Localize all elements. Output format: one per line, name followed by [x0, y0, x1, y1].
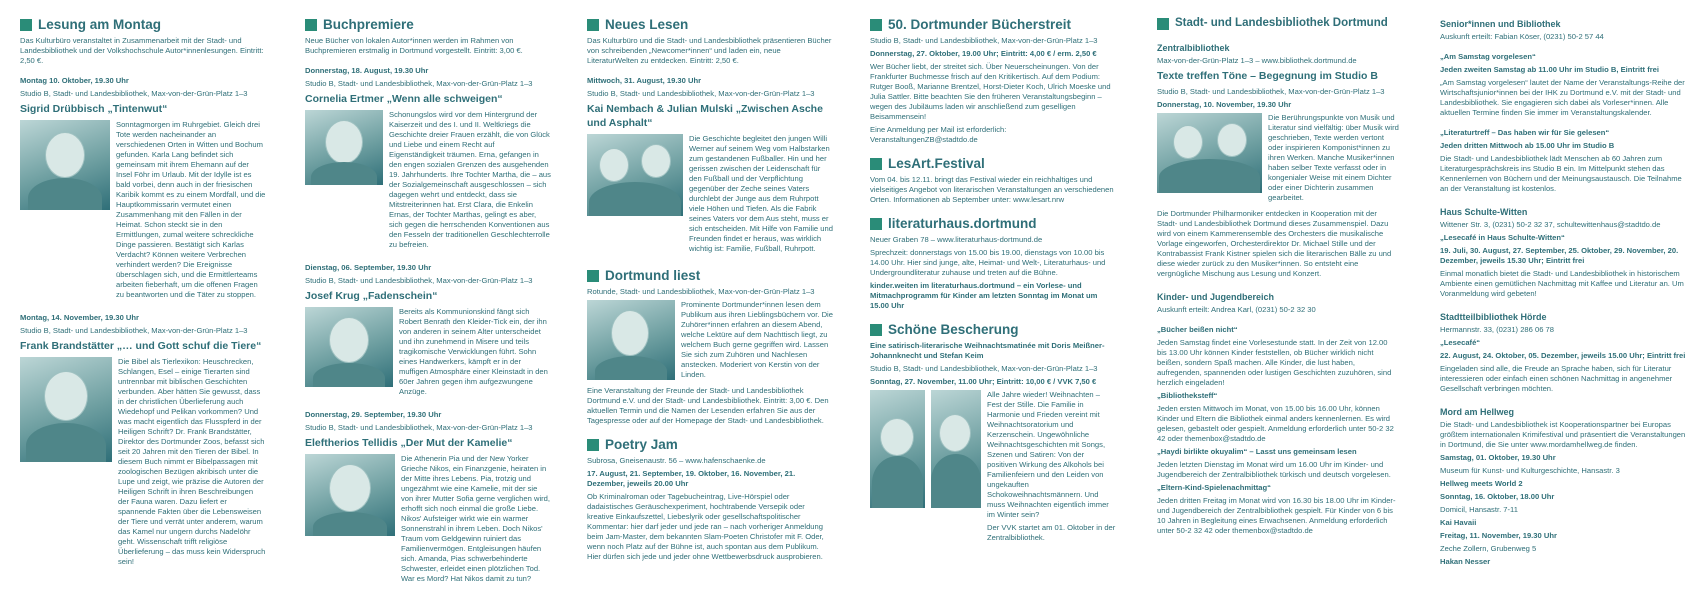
event-place: Studio B, Stadt- und Landesbibliothek, Max-von-der-Grün-Platz 1–3	[305, 275, 533, 285]
event-description: Wer Bücher liebt, der streitet sich. Über Neuerscheinungen. Von der Frankfurter Buchmesse frisch auf den Kritikertisch. Auf dem Podium: Rutger Booß, Marianne Brentzel, Horst-Dieter Koch, Ulrich Moeske und Julia Sattler. Bitte beachten Sie den früheren Veranstaltungsbeginn – wegen des Jubiläums laden wir anschließend zum geselligen Beisammensein!	[870, 61, 1111, 121]
event-title: Kai Havaii	[1440, 518, 1477, 528]
event-title: Hakan Nesser	[1440, 557, 1491, 567]
event-title: „Am Samstag vorgelesen“	[1440, 51, 1536, 61]
event-figure	[305, 110, 551, 253]
event-figure	[20, 120, 266, 303]
event-date: Samstag, 01. Oktober, 19.30 Uhr	[1440, 452, 1556, 462]
event-title: „Eltern-Kind-Spielenachmittag“	[1157, 483, 1271, 493]
square-bullet-icon	[870, 19, 882, 31]
event-place: Neuer Graben 78 – www.literaturhaus-dortmund.de	[870, 234, 1043, 244]
event-date: Jeden dritten Mittwoch ab 15.00 Uhr im Studio B	[1440, 141, 1615, 150]
event-description: Die Athenerin Pia und der New Yorker Grieche Nikos, ein Finanzgenie, heiraten in der Mitte ihres Lebens. Pia, trotzig und ungezähmt wie eine Kamelie, mit der sie von ihrer Mutter Sofia gerne verglichen wird, erhofft sich noch einmal die große Liebe. Nikos' Aufsteiger wirkt wie ein warmer Sonnenstrahl in ihrem Leben. Doch Nikos' Traum vom Geldgewinn ruiniert das Familienvermögen. Entgleisungen häufen sich. Amanda, Pias schwerbehinderte Schwester, erleidet einen plötzlichen Tod. War es Mord? Hat Nikos damit zu tun?	[401, 453, 550, 584]
event-description: Eingeladen sind alle, die Freude an Sprache haben, sich für Literatur interessieren oder einfach einen schönen Nachmittag in angenehmer Gesellschaft verbringen möchten.	[1440, 363, 1673, 394]
event-title: „Bibliotheksteff“	[1157, 391, 1218, 401]
event-date: Sonntag, 27. November, 11.00 Uhr; Eintritt: 10,00 € / VVK 7,50 €	[870, 376, 1097, 386]
event-figure	[305, 307, 551, 400]
square-bullet-icon	[870, 324, 882, 336]
event-note: Eine Anmeldung per Mail ist erforderlich: VeranstaltungenZB@stadtdo.de	[870, 124, 1007, 144]
subsection-title: Stadtteilbibliothek Hörde	[1440, 312, 1547, 323]
section-title: Poetry Jam	[605, 436, 678, 452]
section-title: Buchpremiere	[323, 17, 414, 32]
section-heading	[587, 436, 833, 454]
event-description: Prominente Dortmunder*innen lesen dem Publikum aus ihren Lieblingsbüchern vor. Die Zuhörer*innen erfahren an diesem Abend, welche Lektüre auf dem Nachttisch liegt, zu welchem Buch gerne gegriffen wird. Lassen Sie sich zum Zuhören und Nachlesen anstecken. Moderiert von Kerstin von der Linden.	[681, 299, 833, 379]
event-title: „Lesecafé“	[1440, 337, 1481, 347]
event-description: Die Bibel als Tierlexikon: Heuschrecken, Schlangen, Esel – einige Tierarten sind untrennbar mit biblischen Geschichten verbunden. Aber hätten Sie gewusst, dass in der christlichen Überlieferung auch Wiedehopf und Pelikan vorkommen? Und was macht eigentlich das Flusspferd in der Heiligen Schrift? Dr. Frank Brandstätter, Direktor des Dortmunder Zoos, befasst sich seit 20 Jahren mit den Tieren der Bibel. In diesem Buch nimmt er Bibelpassagen mit zoologischen Bezügen akribisch unter die Lupe und zeigt, wie präzise die Autoren der Heiligen Schrift in ihren Beschreibungen der Fauna waren. Dazu liefert er spannende Fakten über die Lebensweisen der Tiere und verrät unter anderem, warum das Kamel nur ungern durchs Nadelöhr geht. Wissenschaft trifft religiöse Überlieferung – das muss kein Widerspruch sein!	[118, 356, 266, 567]
event-date: Donnerstag, 18. August, 19.30 Uhr	[305, 65, 429, 75]
event-figure	[305, 454, 551, 587]
event-figure	[20, 357, 266, 570]
column-senioren	[1440, 16, 1690, 591]
event-place: Studio B, Stadt- und Landesbibliothek, Max-von-der-Grün-Platz 1–3	[870, 35, 1098, 45]
event-subtitle: Eine satirisch-literarische Weihnachtsmatinée mit Doris Meißner-Johannknecht und Stefan Keim	[870, 340, 1105, 360]
event-author-title: Josef Krug „Fadenschein“	[305, 289, 438, 302]
event-description: Die Berührungspunkte von Musik und Literatur sind vielfältig: über Musik wird geschrieben, Texte werden vertont oder inspirieren Komponist*innen zu ihren Werken. Manche Musiker*innen haben selber Texte verfasst oder in kongenialer Weise mit einem Dichter oder einer Dichterin zusammen gearbeitet.	[1268, 112, 1399, 203]
event-title: „Haydi birlikte okuyalim“ – Lasst uns gemeinsam lesen	[1157, 447, 1357, 457]
author-photo	[587, 134, 683, 216]
event-description: Jeden dritten Freitag im Monat wird von 16.30 bis 18.00 Uhr im Kinder- und Jugendbereich der Zentralbibliothek gespielt. Für Kinder von 6 bis 10 Jahren in Begleitung eines Erwachsenen. Anmeldung erforderlich unter 50-2 32 42 oder themenbox@stadtdo.de	[1157, 496, 1396, 536]
event-description: Jeden ersten Mittwoch im Monat, von 15.00 bis 16.00 Uhr, können Kinder und Eltern die Bibliothek einmal anders kennenlernen. Es wird gelesen, gebastelt oder gespielt. Anmeldung erforderlich unter 50-2 32 42 oder themenbox@stadtdo.de	[1157, 404, 1394, 444]
event-description: Jeden Samstag findet eine Vorlesestunde statt. In der Zeit von 12.00 bis 13.00 Uhr können Kinder feststellen, ob Bücher wirklich nicht beißen, sondern Spaß machen. Alle Kinder, die lust haben, aufregenden, spannenden oder lustigen Geschichten zuzuhören, sind herzlich eingeladen!	[1157, 338, 1392, 388]
event-date: Donnerstag, 29. September, 19.30 Uhr	[305, 409, 442, 419]
event-title: „Lesecafé in Haus Schulte-Witten“	[1440, 232, 1565, 242]
event-author-title: Eleftherios Tellidis „Der Mut der Kamelie“	[305, 437, 513, 450]
event-title: „Literaturtreff – Das haben wir für Sie gelesen“	[1440, 127, 1610, 137]
column-neues-lesen	[587, 16, 833, 591]
event-place: Studio B, Stadt- und Landesbibliothek, Max-von-der-Grün-Platz 1–3	[305, 78, 533, 88]
section-title: Dortmund liest	[605, 267, 701, 283]
event-author-title: Sigrid Drübbisch „Tintenwut“	[20, 102, 168, 115]
square-bullet-icon	[587, 19, 599, 31]
event-title: „Bücher beißen nicht“	[1157, 325, 1238, 335]
section-intro: Das Kulturbüro veranstaltet in Zusammenarbeit mit der Stadt- und Landesbibliothek und der Volkshochschule Autor*innenlesungen. Eintritt: 2,50 €.	[20, 35, 264, 65]
event-note: Der VVK startet am 01. Oktober in der Zentralbibliothek.	[987, 522, 1116, 542]
event-place: Studio B, Stadt- und Landesbibliothek, Max-von-der-Grün-Platz 1–3	[20, 326, 248, 336]
event-title: Texte treffen Töne – Begegnung im Studio B	[1157, 70, 1378, 83]
square-bullet-icon	[305, 19, 317, 31]
event-figure	[587, 134, 833, 257]
event-note: kinder.weiten im literaturhaus.dortmund – ein Vorlese- und Mitmachprogramm für Kinder am letzten Sonntag im Monat um 15.00 Uhr	[870, 280, 1098, 310]
author-photo	[305, 307, 393, 387]
section-title: literaturhaus.dortmund	[888, 215, 1037, 231]
author-photo	[870, 390, 925, 508]
event-place: Max-von-der-Grün-Platz 1–3 – www.bibliothek.dortmund.de	[1157, 56, 1357, 66]
subsection-title: Senior*innen und Bibliothek	[1440, 19, 1561, 29]
author-photo	[20, 357, 112, 462]
section-title: LesArt.Festival	[888, 155, 985, 171]
column-lesung-am-montag	[20, 16, 266, 591]
event-place: Rotunde, Stadt- und Landesbibliothek, Max-von-der-Grün-Platz 1–3	[587, 286, 815, 296]
event-description: „Am Samstag vorgelesen“ lautet der Name der Veranstaltungs-Reihe der Wirtschaftsjunior*innen bei der IHK zu Dortmund e.V. mit der Stadt- und Landesbibliothek. Sie engagieren sich dabei als Vorleser*innen. Alle aktuellen Termine finden Sie immer im Veranstaltungskalender.	[1440, 77, 1685, 117]
event-place: Wittener Str. 3, (0231) 50-2 32 37, schultewittenhaus@stadtdo.de	[1440, 219, 1661, 229]
subsection-title: Haus Schulte-Witten	[1440, 207, 1528, 218]
event-description: Die Dortmunder Philharmoniker entdecken in Kooperation mit der Stadt- und Landesbibliothek Dortmund dieses Zusammenspiel. Dazu wird von einem Kammerensemble des Orchesters die musikalische Vorlage eingeworfen, Orchesterdirektor Dr. Michael Stille und der Kontrabassist Frank Kistner spielen sich die literarischen Bälle zu und diese wieder zurück zu den Musiker*innen. So entsteht eine vergnügliche Mischung aus Lesung und Konzert.	[1157, 209, 1392, 279]
event-figure	[587, 300, 833, 383]
author-photo	[20, 120, 110, 210]
event-date: 19. Juli, 30. August, 27. September, 25. Oktober, 29. November, 20. Dezember, jeweils 15.30 Uhr; Eintritt frei	[1440, 245, 1679, 265]
event-description: Ob Kriminalroman oder Tagebucheintrag, Live-Hörspiel oder dadaistisches Geräuschexperiment, hochtrabende Versepik oder kreative Einkaufszettel, Liebeslyrik oder gesellschaftspolitischer Kommentar: hier darf jeder und jede ran – nach vorheriger Anmeldung beim Jam-Master, dem bekannten Slam-Poeten Christofer mit F. Oder, wenn noch Platz auf der Bühne ist, auch spontan aus dem Publikum. Hier dürfen sich jede und jeder ohne Wettbewerbsdruck ausprobieren.	[587, 491, 824, 561]
event-title: Hellweg meets World 2	[1440, 478, 1523, 488]
event-place: Studio B, Stadt- und Landesbibliothek, Max-von-der-Grün-Platz 1–3	[20, 88, 248, 98]
section-title: Neues Lesen	[605, 17, 689, 32]
event-date: Donnerstag, 27. Oktober, 19.00 Uhr; Eintritt: 4,00 € / erm. 2,50 €	[870, 48, 1097, 58]
column-buchpremiere	[305, 16, 551, 591]
event-date: Donnerstag, 10. November, 19.30 Uhr	[1157, 99, 1292, 109]
event-place: Studio B, Stadt- und Landesbibliothek, Max-von-der-Grün-Platz 1–3	[305, 423, 533, 432]
section-heading	[870, 321, 1116, 339]
section-intro: Das Kulturbüro und die Stadt- und Landesbibliothek präsentieren Bücher von schreibenden „Newcomer*innen“ und laden ein, neue LiteraturWelten zu entdecken. Eintritt: 2,50 €.	[587, 35, 832, 65]
event-place: Hermannstr. 33, (0231) 286 06 78	[1440, 324, 1554, 334]
event-place: Subrosa, Gneisenaustr. 56 – www.hafenschaenke.de	[587, 455, 766, 465]
event-date: Jeden zweiten Samstag ab 11.00 Uhr im Studio B, Eintritt frei	[1440, 64, 1660, 74]
author-photo	[305, 454, 395, 536]
event-description: Sprechzeit: donnerstags von 15.00 bis 19.00, dienstags von 10.00 bis 14.00 Uhr. Hier sind junge, alte, Heimat- und Welt-, Literaturhaus- und Undergroundliteratur zuhause und treten auf die Bühne.	[870, 247, 1106, 277]
column-buecherstreit	[870, 16, 1116, 591]
square-bullet-icon	[870, 218, 882, 230]
section-intro: Neue Bücher von lokalen Autor*innen werden im Rahmen von Buchpremieren erstmalig in Dortmund vorgestellt. Eintritt: 3,00 €.	[305, 35, 523, 55]
event-figure	[1157, 113, 1399, 206]
event-description: Bereits als Kommunionskind fängt sich Robert Benrath den Kleider-Tick ein, der ihn von anderen in seinem Alter unterscheidet und ihn zunehmend in Misere und teils tragikomische Verwicklungen führt. Sohn eines Handwerkers, kämpft er in der muffigen Atmosphäre einer Kleinstadt in den 60er Jahren gegen ihm aufgezwungene Anzüge.	[399, 306, 548, 396]
event-date: Sonntag, 16. Oktober, 18.00 Uhr	[1440, 492, 1555, 501]
event-description: Die Stadt- und Landesbibliothek lädt Menschen ab 60 Jahren zum Literaturgesprächskreis ins Studio B ein. Im Mittelpunkt stehen das Kennenlernen von Büchern und der Meinungsaustausch. Die Teilnahme an der Veranstaltung ist kostenlos.	[1440, 154, 1682, 194]
event-place: Museum für Kunst- und Kulturgeschichte, Hansastr. 3	[1440, 465, 1620, 475]
square-bullet-icon	[20, 19, 32, 31]
author-photo	[305, 110, 383, 185]
section-title: Schöne Bescherung	[888, 321, 1019, 337]
event-date: 22. August, 24. Oktober, 05. Dezember, jeweils 15.00 Uhr; Eintritt frei	[1440, 350, 1686, 360]
event-description: Alle Jahre wieder! Weihnachten – Fest der Stille. Die Familie in Harmonie und Frieden vereint mit Weihnachtsoratorium und Kerzenschein. Ungewöhnliche Weihnachtsgeschichten mit Songs, Szenen und Satiren: Von der positiven Wirkung des Alkohols bei Familienfeiern und den Leiden von ungekauften Schokoweihnachtsmännern. Und muss Weihnachten eigentlich immer im Winter sein?	[987, 389, 1109, 519]
event-author-title: Frank Brandstätter „… und Gott schuf die Tiere“	[20, 340, 262, 353]
event-place: Studio B, Stadt- und Landesbibliothek, Max-von-der-Grün-Platz 1–3	[587, 88, 815, 98]
subsection-title: Zentralbibliothek	[1157, 43, 1230, 54]
subsection-title: Mord am Hellweg	[1440, 407, 1515, 418]
event-date: 17. August, 21. September, 19. Oktober, 16. November, 21. Dezember, jeweils 20.00 Uhr	[587, 468, 796, 488]
event-date: Freitag, 11. November, 19.30 Uhr	[1440, 531, 1557, 541]
section-heading	[587, 267, 833, 285]
section-heading	[870, 155, 1116, 173]
event-description: Die Geschichte begleitet den jungen Willi Werner auf seinem Weg vom Halbstarken zum gestandenen Fußballer. Hin und her gerissen zwischen der Leidenschaft für den Fußball und der Verpflichtung gegenüber der Zeche seines Vaters durchlebt der Junge aus dem Ruhrpott viele Höhen und Tiefen. Als die Fabrik seines Vaters vor dem Aus steht, muss er sich entscheiden. Mit Hilfe von Familie und Freunden findet er heraus, was wirklich wichtig ist: Familie, Fußball, Ruhrpott.	[689, 133, 833, 253]
author-photo	[1157, 113, 1262, 193]
contact-info: Auskunft erteilt: Fabian Köser, (0231) 50-2 57 44	[1440, 31, 1604, 41]
square-bullet-icon	[587, 270, 599, 282]
event-date: Montag 10. Oktober, 19.30 Uhr	[20, 75, 129, 85]
square-bullet-icon	[1157, 18, 1169, 30]
section-heading	[1157, 16, 1399, 31]
section-title: Lesung am Montag	[38, 17, 162, 32]
event-figure	[870, 390, 1116, 546]
event-description: Einmal monatlich bietet die Stadt- und Landesbibliothek in historischem Ambiente einen gemütlichen Nachmittag mit Kaffee und Literatur an. Um Voranmeldung wird gebeten!	[1440, 269, 1684, 299]
event-description: Jeden letzten Dienstag im Monat wird um 16.00 Uhr im Kinder- und Jugendbereich der Zentralbibliothek türkisch und deutsch vorgelesen.	[1157, 460, 1391, 480]
event-place: Studio B, Stadt- und Landesbibliothek, Max-von-der-Grün-Platz 1–3	[870, 363, 1098, 373]
section-heading	[870, 16, 1116, 34]
section-heading	[870, 215, 1116, 233]
column-stadtbibliothek	[1157, 16, 1399, 591]
contact-info: Auskunft erteilt: Andrea Karl, (0231) 50-2 32 30	[1157, 305, 1316, 315]
section-heading	[587, 16, 833, 34]
event-place: Zeche Zollern, Grubenweg 5	[1440, 544, 1537, 554]
event-place: Domicil, Hansastr. 7-11	[1440, 505, 1518, 515]
event-author-title: Cornelia Ertmer „Wenn alle schweigen“	[305, 92, 503, 105]
event-date: Mittwoch, 31. August, 19.30 Uhr	[587, 75, 702, 85]
section-title: Stadt- und Landesbibliothek Dortmund	[1175, 17, 1388, 29]
event-note: Eine Veranstaltung der Freunde der Stadt- und Landesbibliothek Dortmund e.V. und der Stadt- und Landesbibliothek. Eintritt: 3,00 €. Den aktuellen Termin und die Namen der Lesenden erfahren Sie aus der Tagespresse oder auf der Homepage der Stadt- und Landesbibliothek.	[587, 385, 829, 425]
event-description: Schonungslos wird vor dem Hintergrund der Kaiserzeit und des I. und II. Weltkriegs die Geschichte dreier Frauen erzählt, die von Glück und Liebe und einem Recht auf Eigenständigkeit träumen. Erna, gefangen in den engen sozialen Grenzen des ausgehenden 19. Jahrhunderts. Ihre Tochter Martha, die – aus der Sozialgemeinschaft ausgeschlossen – sich dagegen wehrt und entdeckt, dass sie Mitstreiterinnen hat. Erst Clara, die Enkelin Ernas, der Tochter Marthas, gelingt es aber, sich gegen die herrschenden Konventionen aus den Fesseln der traditionellen Geschlechterrolle zu befreien.	[389, 109, 551, 249]
event-description: Vom 04. bis 12.11. bringt das Festival wieder ein reichhaltiges und vielseitiges Angebot von literarischen Veranstaltungen an verschiedenen Orten. Informationen ab September unter: www.lesart.nrw	[870, 174, 1114, 204]
event-author-title: Kai Nembach & Julian Mulski „Zwischen Asche und Asphalt“	[587, 102, 823, 129]
event-place: Studio B, Stadt- und Landesbibliothek, Max-von-der-Grün-Platz 1–3	[1157, 86, 1385, 96]
author-photo	[587, 300, 675, 380]
event-description: Sonntagmorgen im Ruhrgebiet. Gleich drei Tote werden nacheinander an verschiedenen Orten in Witten und Bochum gefunden. Karla Lang befindet sich gemeinsam mit ihrem Ehemann auf der Insel Föhr im Urlaub. Mit der Idylle ist es bald vorbei, denn auch in der friesischen Karibik kommt es zu einem Mordfall, und die Hauptkommissarin vermutet einen Zusammenhang mit den Fällen in der Heimat. Schon steckt sie in den Ermittlungen, zumal weitere schreckliche Dinge passieren. Bestätigt sich Karlas Verdacht? Können weitere Verbrechen verhindert werden? Die Ereignisse überschlagen sich, und die Ermittlerteams arbeiten fieberhaft, um die offenen Fragen zu beantworten und die Täter zu stoppen.	[116, 119, 266, 300]
section-title: 50. Dortmunder Bücherstreit	[888, 17, 1072, 32]
square-bullet-icon	[587, 439, 599, 451]
section-heading	[20, 16, 266, 34]
section-heading	[305, 16, 551, 34]
square-bullet-icon	[870, 158, 882, 170]
event-description: Die Stadt- und Landesbibliothek ist Kooperationspartner bei Europas größtem internationalen Krimifestival und präsentiert die Veranstaltungen in Dortmund, die Sie unter www.mordamhellweg.de finden.	[1440, 419, 1686, 449]
event-date: Montag, 14. November, 19.30 Uhr	[20, 313, 140, 323]
subsection-title: Kinder- und Jugendbereich	[1157, 292, 1275, 303]
event-date: Dienstag, 06. September, 19.30 Uhr	[305, 262, 432, 272]
author-photo	[931, 390, 981, 508]
